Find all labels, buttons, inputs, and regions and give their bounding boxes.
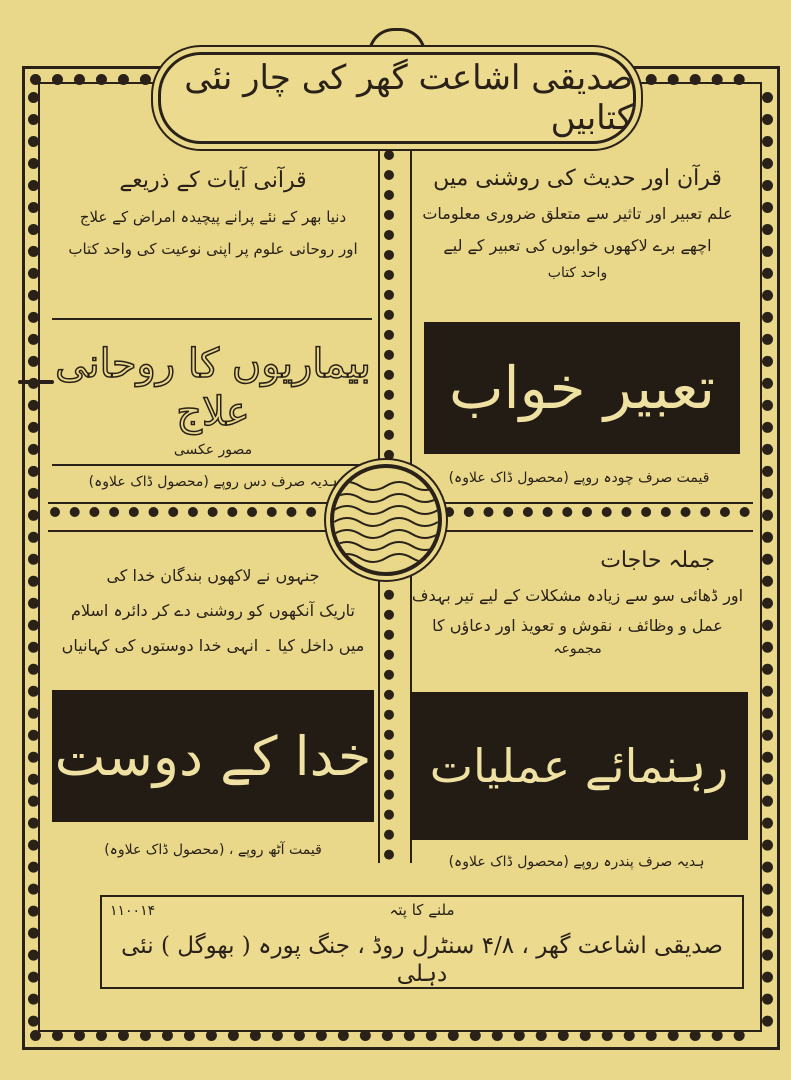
book-top-left-line1: قرآنی آیات کے ذریعے [119,168,307,193]
book-bottom-right-line2: اور ڈھائی سو سے زیادہ مشکلات کے لیے تیر بہدف [411,586,744,606]
book-bottom-right-intro [410,548,745,658]
book-top-right-line4: واحد کتاب [547,264,608,281]
book-top-left-rule [52,318,372,320]
book-top-right-title-box [424,322,740,454]
book-bottom-right-line4: مجموعہ [553,640,602,657]
page-title: صدیقی اشاعت گھر کی چار نئی کتابیں [184,58,633,138]
book-top-left-rule-2 [52,464,372,466]
book-top-left-line3: اور روحانی علوم پر اپنی نوعیت کی واحد کتاب [68,240,358,259]
header-banner [158,52,636,144]
border-dots-bottom [30,1030,745,1047]
margin-dash-mark [18,380,54,384]
book-bottom-left-line1: جنہوں نے لاکھوں بندگان خدا کی [106,566,320,585]
book-top-right-line2: علم تعبیر اور تاثیر سے متعلق ضروری معلومات [422,204,733,224]
footer-postal-code: ۱۱۰۰۱۴ [110,903,156,919]
book-bottom-left-price: قیمت آٹھ روپے ، (محصول ڈاک علاوہ) [104,842,322,858]
footer-address: صدیقی اشاعت گھر ، ۴/۸ سنٹرل روڈ ، جنگ پورہ ( بھوگل ) نئی دہلی [121,933,723,987]
book-bottom-left-line3: میں داخل کیا ۔ انہی خدا دوستوں کی کہانیاں [61,636,365,656]
book-top-right-intro [410,166,745,282]
book-top-left-price: ہدیہ صرف دس روپے (محصول ڈاک علاوہ) [88,474,338,490]
book-top-right-line1: قرآن اور حدیث کی روشنی میں [433,166,722,191]
book-bottom-left-title: خدا کے دوست [54,724,372,788]
footer-address-box [100,895,744,989]
border-dots-left [28,92,45,1027]
footer-label: ملنے کا پتہ [389,901,455,919]
book-bottom-right-line3: عمل و وظائف ، نقوش و تعویذ اور دعاؤں کا [432,615,723,635]
book-bottom-right-title-box [410,692,748,840]
book-bottom-right-price: ہدیہ صرف پندرہ روپے (محصول ڈاک علاوہ) [448,854,705,870]
border-dots-right [762,92,779,1027]
book-bottom-left-line2: تاریک آنکھوں کو روشنی دے کر دائرہ اسلام [71,601,355,621]
book-bottom-right-title: رہنمائے عملیات [429,739,729,793]
book-top-left-line2: دنیا بھر کے نئے پرانے پیچیدہ امراض کے علاج [79,208,347,227]
book-top-right-line3: اچھے برے لاکھوں خوابوں کی تعبیر کے لیے [443,235,712,255]
book-top-left-subtitle: مصور عکسی [173,442,253,458]
book-top-right-title: تعبیر خواب [448,354,716,422]
book-bottom-right-line1: جملہ حاجات [600,548,715,573]
book-top-left-title: بیماریوں کا روحانی علاج [55,341,371,435]
book-bottom-left-title-box [52,690,374,822]
book-top-right-price: قیمت صرف چودہ روپے (محصول ڈاک علاوہ) [448,470,710,486]
book-top-left-title-wrap [52,340,374,459]
book-top-left-intro [52,168,374,258]
book-bottom-left-intro [52,566,374,656]
